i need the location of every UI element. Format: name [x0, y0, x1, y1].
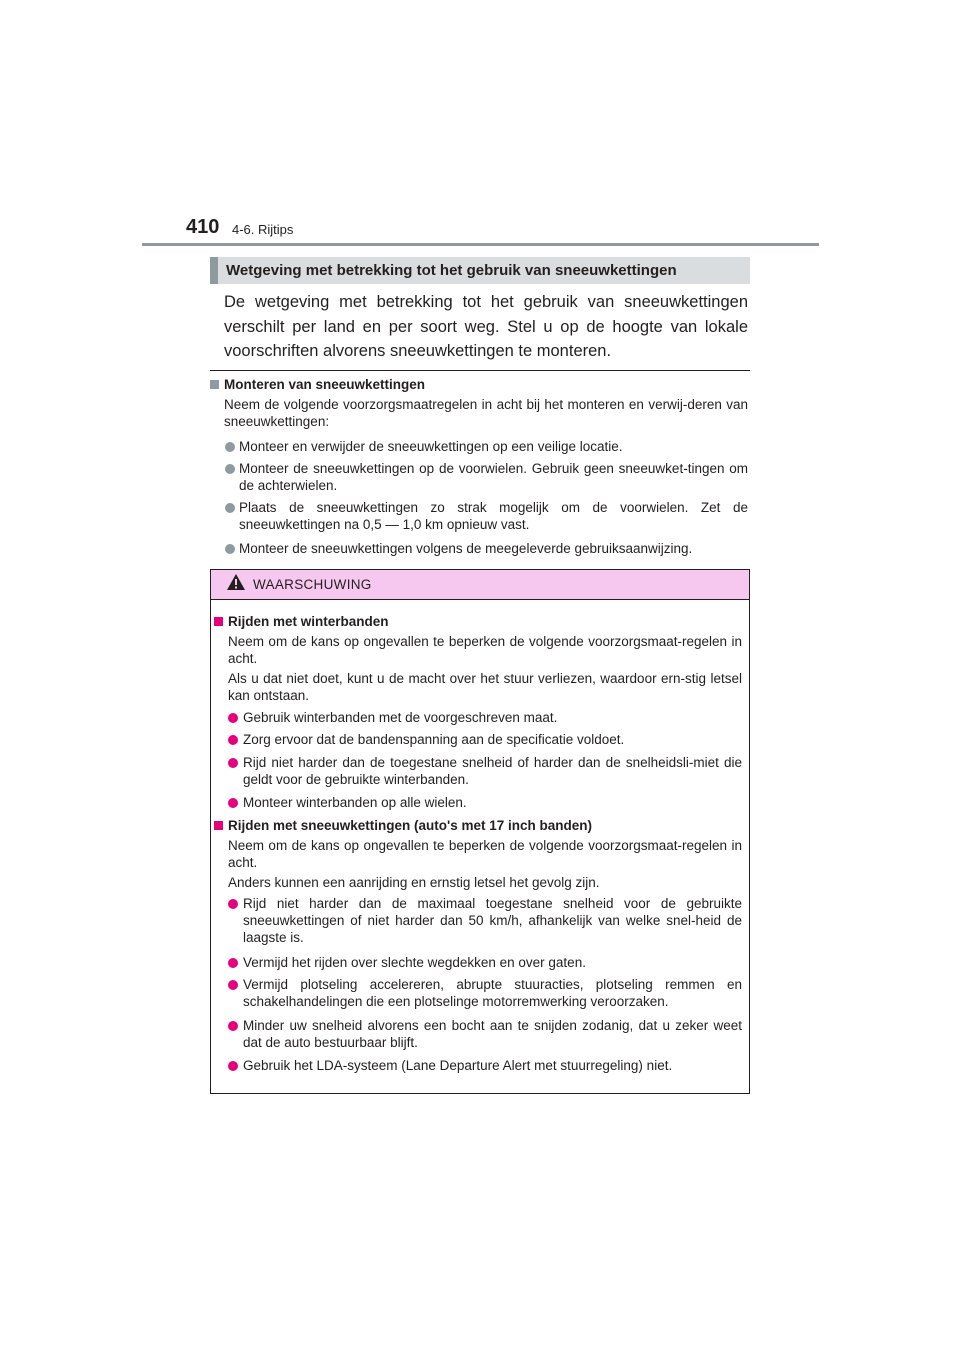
warning-bullet: Vermijd het rijden over slechte wegdekken en over gaten.	[243, 955, 586, 970]
square-bullet-icon	[210, 380, 219, 389]
mounting-bullet: Plaats de sneeuwkettingen zo strak mogelijk om de voorwielen. Zet de sneeuwkettingen na 0,5 — 1,0 km opnieuw vast.	[239, 500, 748, 532]
warning-title: WAARSCHUWING	[253, 577, 372, 592]
bullet-dot-icon	[228, 758, 238, 768]
warning-bullet: Rijd niet harder dan de toegestane snelheid of harder dan de snelheidsli-miet die geldt voor de gebruikte winterbanden.	[243, 755, 742, 787]
warning-lead: Neem om de kans op ongevallen te beperken de volgende voorzorgsmaat-regelen in acht.	[228, 838, 742, 870]
mounting-bullet: Monteer de sneeuwkettingen op de voorwielen. Gebruik geen sneeuwket-tingen om de achterwielen.	[239, 461, 748, 493]
mounting-subheading	[210, 377, 425, 392]
mounting-bullet: Monteer en verwijder de sneeuwkettingen op een veilige locatie.	[239, 439, 623, 454]
warning-triangle-icon	[226, 573, 246, 591]
bullet-dot-icon	[228, 958, 238, 968]
warning-subheading	[214, 614, 389, 629]
bullet-dot-icon	[225, 503, 235, 513]
bullet-dot-icon	[225, 544, 235, 554]
mounting-title: Monteren van sneeuwkettingen	[224, 377, 426, 392]
bullet-dot-icon	[225, 442, 235, 452]
section-label: 4-6. Rijtips	[232, 222, 294, 237]
warning-bullet: Gebruik het LDA-systeem (Lane Departure Alert met stuurregeling) niet.	[243, 1058, 673, 1073]
warning-lead: Als u dat niet doet, kunt u de macht over het stuur verliezen, waardoor ern-stig letsel kan ontstaan.	[228, 671, 742, 703]
bullet-dot-icon	[228, 1061, 238, 1071]
intro-divider	[210, 370, 750, 371]
warning-bullet: Monteer winterbanden op alle wielen.	[243, 795, 467, 810]
mounting-lead: Neem de volgende voorzorgsmaatregelen in acht bij het monteren en verwij-deren van sneeuwkettingen:	[224, 397, 748, 429]
square-bullet-icon	[214, 821, 223, 830]
warning-bullet: Vermijd plotseling accelereren, abrupte stuuracties, plotseling remmen en schakelhandelingen die een plotselinge motorremwerking veroorzaken.	[243, 977, 742, 1009]
warning-bullet: Rijd niet harder dan de maximaal toegestane snelheid voor de gebruikte sneeuwkettingen of niet harder dan 50 km/h, afhankelijk van welke snel-heid de laagste is.	[243, 896, 742, 945]
warning-lead: Anders kunnen een aanrijding en ernstig letsel het gevolg zijn.	[228, 875, 600, 890]
bullet-dot-icon	[228, 713, 238, 723]
bullet-dot-icon	[228, 980, 238, 990]
bullet-dot-icon	[228, 735, 238, 745]
bullet-dot-icon	[228, 1021, 238, 1031]
warning-section-title: Rijden met sneeuwkettingen (auto's met 17 inch banden)	[228, 818, 593, 833]
warning-bullet: Minder uw snelheid alvorens een bocht aan te snijden zodanig, dat u zeker weet dat de auto bestuurbaar blijft.	[243, 1018, 742, 1050]
bullet-dot-icon	[228, 798, 238, 808]
warning-subheading	[214, 818, 592, 833]
square-bullet-icon	[214, 617, 223, 626]
bullet-dot-icon	[225, 464, 235, 474]
bullet-dot-icon	[228, 899, 238, 909]
warning-bullet: Gebruik winterbanden met de voorgeschreven maat.	[243, 710, 558, 725]
intro-paragraph: De wetgeving met betrekking tot het gebruik van sneeuwkettingen verschilt per land en per soort weg. Stel u op de hoogte van lokale voorschriften alvorens sneeuwkettingen te monteren.	[224, 293, 748, 360]
mounting-bullet: Monteer de sneeuwkettingen volgens de meegeleverde gebruiksaanwijzing.	[239, 541, 693, 556]
header-divider	[142, 243, 819, 246]
section-heading: Wetgeving met betrekking tot het gebruik van sneeuwkettingen	[210, 257, 750, 284]
page-number: 410	[186, 216, 220, 238]
warning-section-title: Rijden met winterbanden	[228, 614, 389, 629]
warning-bullet: Zorg ervoor dat de bandenspanning aan de specificatie voldoet.	[243, 732, 625, 747]
warning-lead: Neem om de kans op ongevallen te beperken de volgende voorzorgsmaat-regelen in acht.	[228, 634, 742, 666]
